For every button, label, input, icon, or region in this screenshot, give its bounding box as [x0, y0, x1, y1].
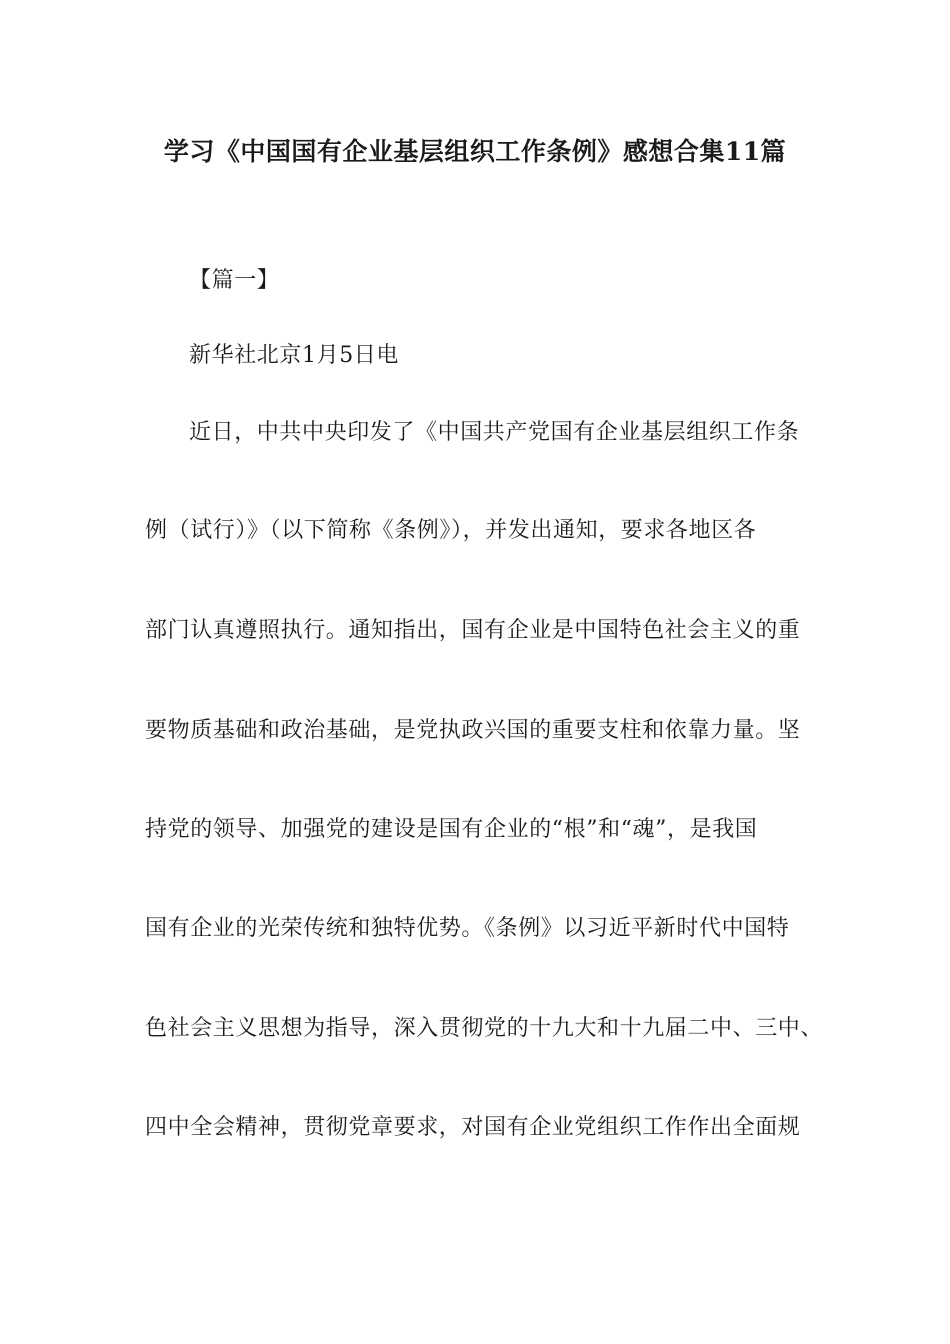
paragraph-line: 色社会主义思想为指导，深入贯彻党的十九大和十九届二中、三中、	[145, 1016, 824, 1041]
paragraph-line: 例（试行）》（以下简称《条例》），并发出通知，要求各地区各	[145, 518, 757, 543]
dateline: 新华社北京1月5日电	[189, 343, 399, 368]
document-title: 学习《中国国有企业基层组织工作条例》感想合集11篇	[163, 137, 787, 166]
paragraph-line: 四中全会精神，贯彻党章要求，对国有企业党组织工作作出全面规	[145, 1115, 801, 1140]
paragraph-line: 持党的领导、加强党的建设是国有企业的“根”和“魂”，是我国	[145, 817, 758, 842]
section-heading: 【篇一】	[189, 268, 280, 293]
paragraph-line: 部门认真遵照执行。通知指出，国有企业是中国特色社会主义的重	[145, 618, 801, 643]
paragraph-line: 国有企业的光荣传统和独特优势。《条例》以习近平新时代中国特	[145, 916, 790, 941]
paragraph-line: 要物质基础和政治基础，是党执政兴国的重要支柱和依靠力量。坚	[145, 718, 801, 743]
paragraph-line: 近日，中共中央印发了《中国共产党国有企业基层组织工作条	[189, 420, 800, 445]
